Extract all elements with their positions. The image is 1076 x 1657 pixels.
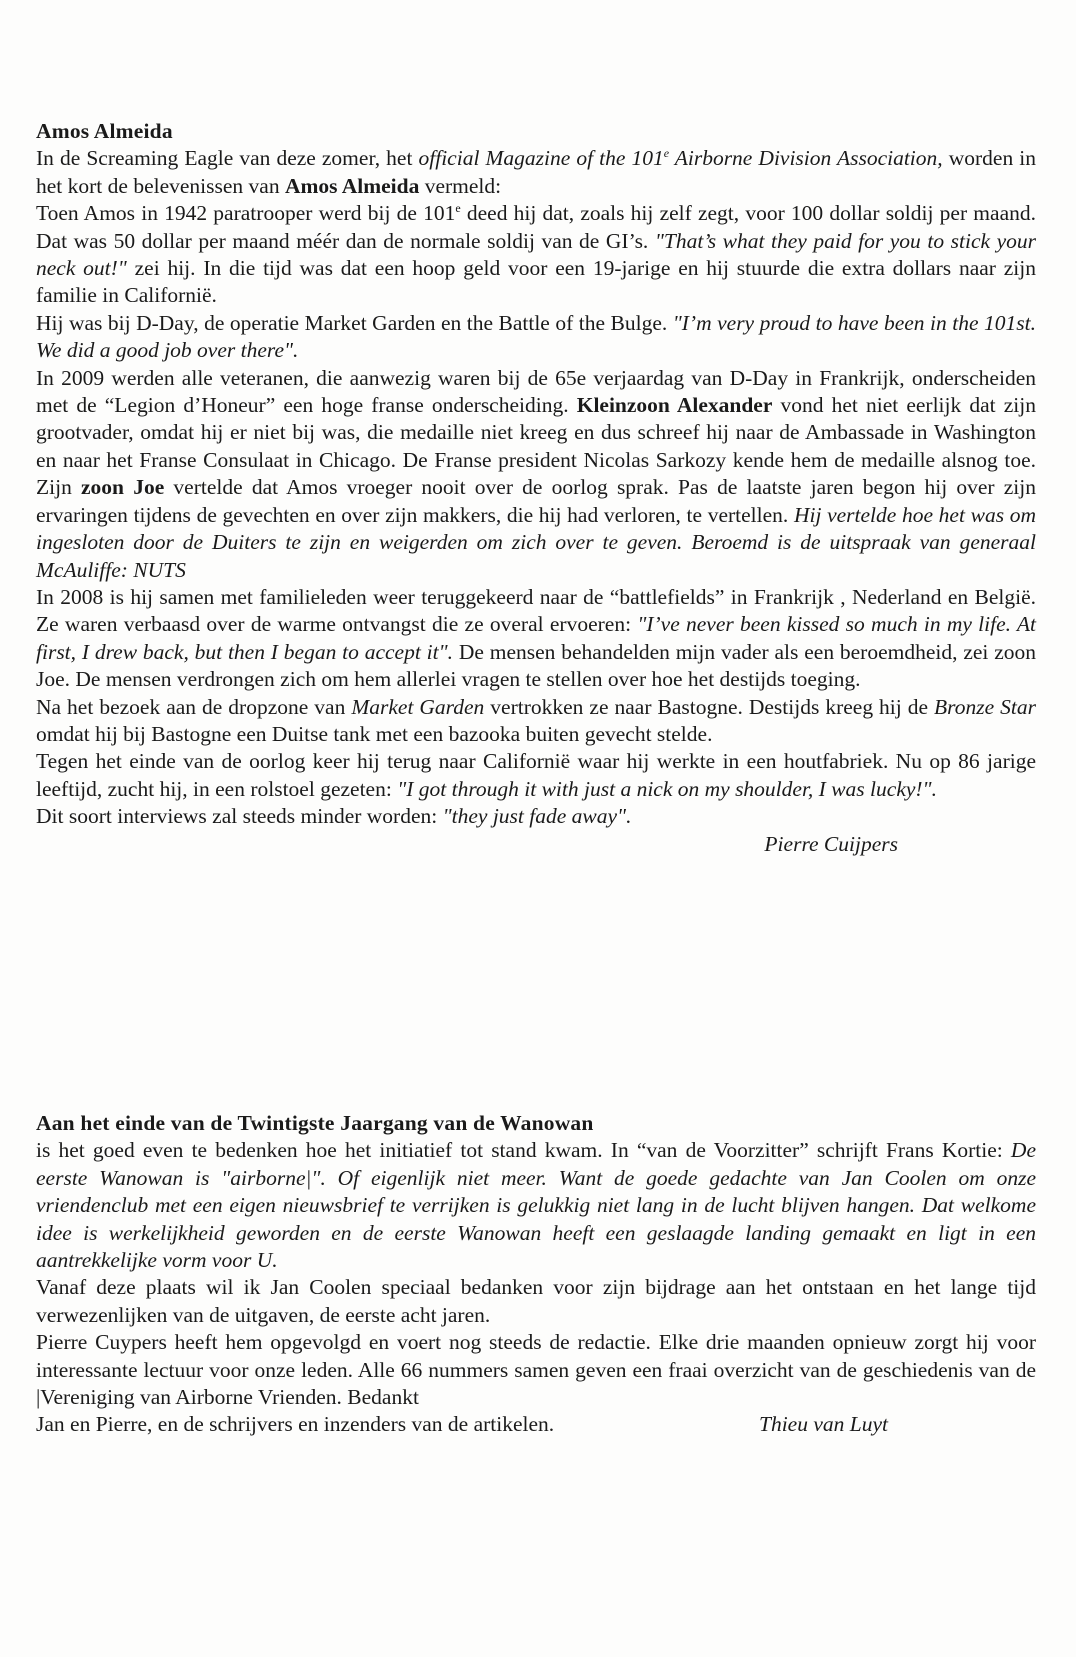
text: worden in het kort de belevenissen van xyxy=(36,146,1036,198)
text: vertrokken ze naar Bastogne. Destijds kreeg hij de xyxy=(484,694,935,719)
text: deed hij dat, zoals hij zelf zegt, voor 100 dollar soldij per maand. Dat was 50 dollar per maand méér dan de normale soldij van de GI’s. xyxy=(36,201,1036,253)
paragraph-thanks: Vanaf deze plaats wil ik Jan Coolen speciaal bedanken voor zijn bijdrage aan het ontstaan en het lange tijd verwezenlijken van de uitgaven, de eerste acht jaren. xyxy=(36,1275,1036,1327)
quote: "I’m very proud to have been in the 101st. We did a good job over there". xyxy=(36,310,1036,363)
text: Hij was bij D-Day, de operatie Market Garden en the Battle of the Bulge. xyxy=(36,310,673,335)
article-title: Aan het einde van de Twintigste Jaargang van de Wanowan xyxy=(36,1111,594,1135)
text: Toen Amos in 1942 paratrooper werd bij de 101 xyxy=(36,201,456,226)
text: De mensen behandelden mijn vader als een beroemdheid, zei zoon Joe. De mensen verdrongen zich om hem allerlei vragen te stellen over hoe het destijds toeging. xyxy=(36,639,1037,692)
italic-quote: De eerste Wanowan is "airborne|". Of eigenlijk niet meer. Want de goede gedachte van Jan Coolen om onze vriendenclub met een eigen nieuwsbrief te verrijken is gelukkig niet lang in de lucht blijven hangen. Dat welkome idee is werkelijkheid geworden en de eerste Wanowan heeft een geslaagde landing gemaakt en ligt in een aantrekkelijke vorm voor U. xyxy=(36,1138,1036,1273)
quote: "they just fade away". xyxy=(442,804,632,829)
paragraph-california xyxy=(36,748,1036,803)
text: is het goed even te bedenken hoe het initiatief tot stand kwam. In “van de Voorzitter” schrijft Frans Kortie: xyxy=(36,1138,1011,1163)
paragraph-2008 xyxy=(36,584,1036,694)
paragraph-paratrooper xyxy=(36,200,1036,310)
paragraph-legion xyxy=(36,365,1036,584)
italic-text: Hij vertelde hoe het was om ingesloten door de Duiters te zijn en weigerden om zich over te geven. Beroemd is de uitspraak van generaal McAuliffe: NUTS xyxy=(36,502,1036,582)
superscript: e xyxy=(663,146,670,161)
paragraph-interviews xyxy=(36,803,1036,830)
italic-text: Airborne Division Association, xyxy=(669,146,943,171)
text: vermeld: xyxy=(419,173,502,198)
quote: "I’ve never been kissed so much in my life. At first, I drew back, but then I began to accept it". xyxy=(36,612,1036,664)
quote: "I got through it with just a nick on my shoulder, I was lucky!". xyxy=(397,776,937,801)
author-signature: Thieu van Luyt xyxy=(759,1412,888,1437)
text: Jan en Pierre, en de schrijvers en inzenders van de artikelen. xyxy=(36,1412,555,1437)
quote: "That’s what they paid for you to stick your neck out!" xyxy=(36,228,1036,281)
paragraph-initiative xyxy=(36,1137,1036,1274)
text: Na het bezoek aan de dropzone van xyxy=(36,694,352,719)
text: Dit soort interviews zal steeds minder worden: xyxy=(36,804,443,829)
text: In 2008 is hij samen met familieleden weer teruggekeerd naar de “battlefields” in Frankrijk , Nederland en België. Ze waren verbaasd over de warme ontvangst die ze overal ervoeren: xyxy=(36,584,1036,637)
text: In 2009 werden alle veteranen, die aanwezig waren bij de 65e verjaardag van D-Day in Frankrijk, onderscheiden met de “Legion d’Honeur” een hoge franse onderscheiding. xyxy=(36,365,1036,418)
text: vertelde dat Amos vroeger nooit over de oorlog sprak. Pas de laatste jaren begon hij over zijn ervaringen tijdens de gevechten en over zijn makkers, die hij had verloren, te vertellen. xyxy=(36,475,1036,527)
text: omdat hij bij Bastogne een Duitse tank met een bazooka buiten gevecht stelde. xyxy=(36,721,713,746)
text: vond het niet eerlijk dat zijn grootvader, omdat hij er niet bij was, die medaille niet kreeg en dus schreef hij naar de Ambassade in Washington en naar het Franse Consulaat in Chicago. De Franse president Nicolas Sarkozy kende hem de medaille alsnog toe. Zijn xyxy=(36,393,1036,500)
paragraph-dday xyxy=(36,310,1036,365)
author-signature: Pierre Cuijpers xyxy=(764,831,898,856)
article-wanowan xyxy=(36,1110,1036,1439)
text: Tegen het einde van de oorlog keer hij terug naar Californië waar hij werkte in een houtfabriek. Nu op 86 jarige leeftijd, zucht hij, in een rolstoel gezeten: xyxy=(36,749,1036,801)
italic-text: official Magazine of the 101 xyxy=(418,146,664,171)
bold-name: Kleinzoon Alexander xyxy=(576,393,773,418)
paragraph-editor: Pierre Cuypers heeft hem opgevolgd en voert nog steeds de redactie. Elke drie maanden opnieuw zorgt hij voor interessante lectuur voor onze leden. Alle 66 nummers samen geven een fraai overzicht van de geschiedenis van de |Vereniging van Airborne Vrienden. Bedankt xyxy=(36,1330,1036,1410)
closing-line xyxy=(36,1411,1036,1438)
italic-text: Bronze Star xyxy=(934,694,1036,719)
article-amos-almeida xyxy=(36,118,1036,858)
italic-text: Market Garden xyxy=(351,694,485,719)
text: zei hij. In die tijd was dat een hoop geld voor een 19-jarige en hij stuurde die extra dollars naar zijn familie in Californië. xyxy=(36,256,1036,308)
superscript: e xyxy=(455,201,461,216)
article-title: Amos Almeida xyxy=(36,119,173,143)
bold-name: Amos Almeida xyxy=(284,173,420,198)
bold-name: zoon Joe xyxy=(81,475,165,500)
paragraph-intro xyxy=(36,145,1036,200)
text: In de Screaming Eagle van deze zomer, het xyxy=(36,146,419,171)
paragraph-bastogne xyxy=(36,694,1036,749)
